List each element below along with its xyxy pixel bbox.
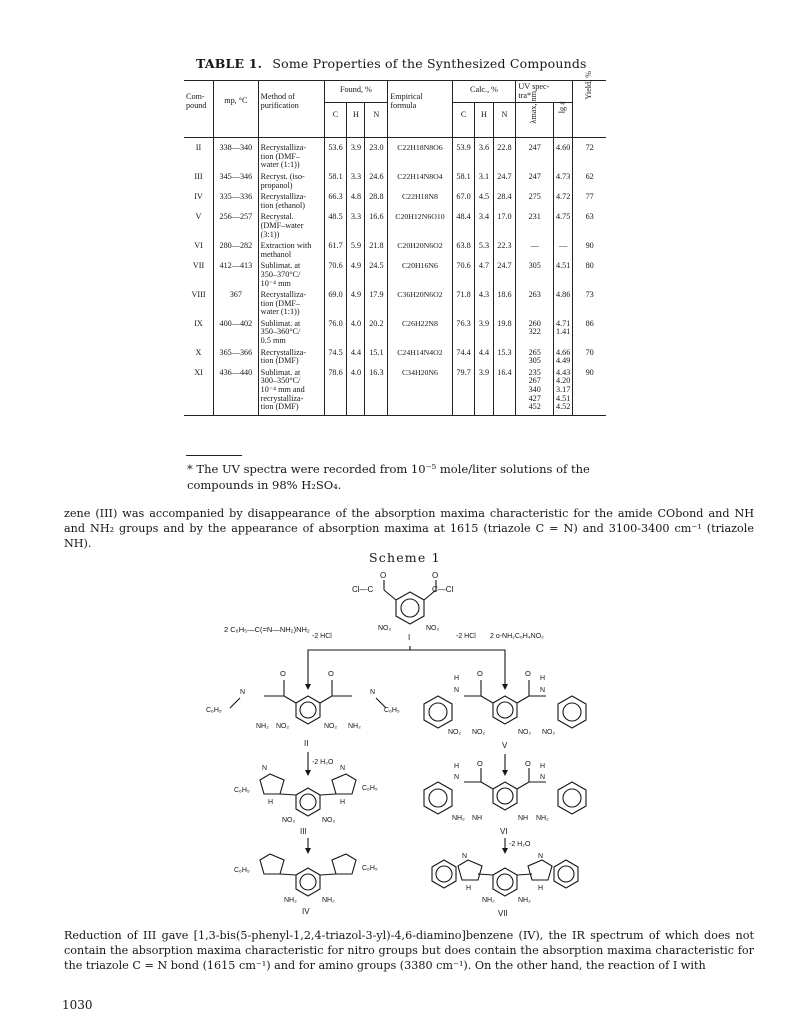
cell-calc-c: 48.4 bbox=[452, 210, 475, 239]
cell-found-h: 4.9 bbox=[347, 288, 365, 317]
cell-found-c: 61.7 bbox=[324, 239, 347, 259]
header-mp: mp, °C bbox=[214, 81, 259, 138]
cell-lambda: 235 267 340 427 452 bbox=[516, 366, 554, 415]
oxygen-label: O bbox=[525, 759, 531, 768]
cell-lambda: — bbox=[516, 239, 554, 259]
oxygen-label: O bbox=[380, 571, 387, 580]
cell-mp: 338—340 bbox=[214, 138, 259, 170]
amine-group: NH bbox=[472, 815, 483, 822]
cell-calc-c: 79.7 bbox=[452, 366, 475, 415]
cell-found-c: 70.6 bbox=[324, 259, 347, 288]
table-row bbox=[184, 346, 606, 366]
hydrazone-nitrogen: N bbox=[240, 689, 246, 696]
amide-nitrogen: N bbox=[454, 774, 460, 781]
footnote-divider bbox=[186, 455, 242, 456]
amide-hydrogen: H bbox=[454, 675, 460, 682]
cell-compound: III bbox=[184, 170, 214, 190]
cell-method: Recrystalliza- tion (DMF) bbox=[258, 346, 324, 366]
imidazole-hydrogen: H bbox=[538, 885, 544, 892]
cell-found-h: 5.9 bbox=[347, 239, 365, 259]
cell-calc-c: 58.1 bbox=[452, 170, 475, 190]
table-caption bbox=[196, 56, 587, 71]
compound-label-I: I bbox=[408, 633, 411, 642]
cell-yield: 90 bbox=[573, 366, 606, 415]
cell-found-c: 58.1 bbox=[324, 170, 347, 190]
cell-method: Extraction with methanol bbox=[258, 239, 324, 259]
cell-calc-n: 24.7 bbox=[493, 259, 516, 288]
acyl-chloride-right: C—Cl bbox=[432, 585, 454, 594]
paragraph-bottom: Reduction of III gave [1,3-bis(5-phenyl-1,2,4-triazol-3-yl)-4,6-diamino]benzene (IV), the IR spectrum of which does not contain the absorption maxima characteristic for nitro groups but does contain the absorption maxima characteristic for the triazole C = N bond (1615 cm⁻¹) and for amino groups (3380 cm⁻¹). On the other hand, the reaction of I with bbox=[64, 929, 754, 972]
paragraph-top: zene (III) was accompanied by disappearance of the absorption maxima characteristic for the amide CObond and NH and NH₂ groups and by the appearance of absorption maxima at 1615 (triazole C = N) and 3100-3400 cm⁻¹ (triazole NH). bbox=[64, 507, 754, 550]
cell-mp: 412—413 bbox=[214, 259, 259, 288]
phenyl-group: C₆H₅ bbox=[362, 865, 378, 872]
cell-calc-h: 4.5 bbox=[475, 190, 493, 210]
cell-calc-n: 24.7 bbox=[493, 170, 516, 190]
header-found-n: N bbox=[365, 103, 388, 138]
cell-compound: VI bbox=[184, 239, 214, 259]
header-found-c: C bbox=[324, 103, 347, 138]
header-calc-n: N bbox=[493, 103, 516, 138]
cell-calc-h: 4.7 bbox=[475, 259, 493, 288]
cell-calc-n: 16.4 bbox=[493, 366, 516, 415]
compound-label-III: III bbox=[300, 827, 307, 836]
table-row bbox=[184, 366, 606, 415]
cell-method: Recrystalliza- tion (DMF– water (1:1)) bbox=[258, 288, 324, 317]
cell-calc-n: 28.4 bbox=[493, 190, 516, 210]
cell-found-c: 48.5 bbox=[324, 210, 347, 239]
triazole-nitrogen: N bbox=[262, 765, 268, 772]
cell-lg: 4.75 bbox=[554, 210, 573, 239]
nitro-group: NO₂ bbox=[324, 723, 338, 730]
triazole-nitrogen: N bbox=[340, 765, 346, 772]
cell-method: Sublimat. at 350–370°C/ 10⁻⁴ mm bbox=[258, 259, 324, 288]
cell-formula: C20H12N6O10 bbox=[388, 210, 452, 239]
oxygen-label: O bbox=[432, 571, 439, 580]
amide-nitrogen: N bbox=[540, 774, 546, 781]
amide-nitrogen: N bbox=[540, 687, 546, 694]
amidrazone-reagent: 2 C₆H₅—C(=N—NH₂)NH₂ bbox=[224, 625, 310, 634]
cell-found-c: 66.3 bbox=[324, 190, 347, 210]
cell-method: Sublimat. at 300–350°C/ 10⁻⁴ mm and recrystalliza- tion (DMF) bbox=[258, 366, 324, 415]
cell-method: Sublimat. at 350–360°C/ 0.5 mm bbox=[258, 317, 324, 346]
cell-lg: 4.51 bbox=[554, 259, 573, 288]
table-row bbox=[184, 239, 606, 259]
cell-found-n: 15.1 bbox=[365, 346, 388, 366]
cell-formula: C24H14N4O2 bbox=[388, 346, 452, 366]
cell-found-n: 23.0 bbox=[365, 138, 388, 170]
cell-calc-n: 18.6 bbox=[493, 288, 516, 317]
cell-calc-n: 19.8 bbox=[493, 317, 516, 346]
cell-method: Recrystalliza- tion (ethanol) bbox=[258, 190, 324, 210]
compound-III-structure bbox=[234, 765, 378, 836]
cell-formula: C20H20N6O2 bbox=[388, 239, 452, 259]
cell-method: Recrystal. (DMF–water (3:1)) bbox=[258, 210, 324, 239]
cell-lambda: 247 bbox=[516, 138, 554, 170]
cell-yield: 80 bbox=[573, 259, 606, 288]
amide-hydrogen: H bbox=[540, 675, 546, 682]
cell-formula: C22H18N8 bbox=[388, 190, 452, 210]
properties-table bbox=[184, 70, 606, 416]
compound-II-structure bbox=[206, 669, 400, 748]
cell-lg: 4.66 4.49 bbox=[554, 346, 573, 366]
cell-found-h: 4.8 bbox=[347, 190, 365, 210]
cell-calc-c: 76.3 bbox=[452, 317, 475, 346]
imidazole-hydrogen: H bbox=[466, 885, 472, 892]
cell-found-h: 3.3 bbox=[347, 170, 365, 190]
cell-found-c: 78.6 bbox=[324, 366, 347, 415]
header-found: Found, % bbox=[324, 81, 388, 103]
cell-yield: 62 bbox=[573, 170, 606, 190]
arrow-to-V bbox=[410, 650, 505, 688]
cell-yield: 90 bbox=[573, 239, 606, 259]
header-yield: Yield, % bbox=[573, 81, 606, 138]
table-row bbox=[184, 288, 606, 317]
cell-formula: C34H20N6 bbox=[388, 366, 452, 415]
cell-lg: 4.73 bbox=[554, 170, 573, 190]
cell-mp: 365—366 bbox=[214, 346, 259, 366]
cell-found-n: 24.6 bbox=[365, 170, 388, 190]
cell-calc-h: 4.4 bbox=[475, 346, 493, 366]
cell-calc-c: 53.9 bbox=[452, 138, 475, 170]
water-loss-right: -2 H₂O bbox=[509, 841, 531, 848]
nitro-group: NO₂ bbox=[426, 625, 440, 632]
cell-calc-h: 3.6 bbox=[475, 138, 493, 170]
phenyl-group: C₆H₅ bbox=[234, 867, 250, 874]
cell-calc-c: 67.0 bbox=[452, 190, 475, 210]
cell-mp: 335—336 bbox=[214, 190, 259, 210]
cell-lambda: 263 bbox=[516, 288, 554, 317]
cell-found-n: 20.2 bbox=[365, 317, 388, 346]
cell-lg: 4.86 bbox=[554, 288, 573, 317]
imidazole-nitrogen: N bbox=[462, 853, 468, 860]
hcl-loss-left: -2 HCl bbox=[312, 633, 332, 640]
header-compound: Com- pound bbox=[184, 81, 214, 138]
table-footnote: * The UV spectra were recorded from 10⁻⁵ mole/liter solutions of the compounds in 98% H₂SO₄. bbox=[187, 462, 590, 492]
cell-mp: 345—346 bbox=[214, 170, 259, 190]
table-row bbox=[184, 259, 606, 288]
cell-yield: 63 bbox=[573, 210, 606, 239]
hcl-loss-right: -2 HCl bbox=[456, 633, 476, 640]
cell-yield: 72 bbox=[573, 138, 606, 170]
page-number: 1030 bbox=[62, 998, 93, 1012]
header-calc-c: C bbox=[452, 103, 475, 138]
table-row bbox=[184, 190, 606, 210]
cell-lambda: 265 305 bbox=[516, 346, 554, 366]
cell-found-c: 53.6 bbox=[324, 138, 347, 170]
header-calc: Calc., % bbox=[452, 81, 516, 103]
cell-found-h: 3.9 bbox=[347, 138, 365, 170]
cell-calc-n: 15.3 bbox=[493, 346, 516, 366]
cell-formula: C26H22N8 bbox=[388, 317, 452, 346]
cell-formula: C20H16N6 bbox=[388, 259, 452, 288]
hydrazone-nitrogen: N bbox=[370, 689, 376, 696]
acyl-chloride-left: Cl—C bbox=[352, 585, 374, 594]
cell-found-h: 3.3 bbox=[347, 210, 365, 239]
amino-group: NH₂ bbox=[518, 897, 531, 904]
cell-compound: VII bbox=[184, 259, 214, 288]
cell-mp: 367 bbox=[214, 288, 259, 317]
cell-lambda: 305 bbox=[516, 259, 554, 288]
cell-found-n: 28.8 bbox=[365, 190, 388, 210]
cell-calc-h: 3.1 bbox=[475, 170, 493, 190]
oxygen-label: O bbox=[477, 669, 483, 678]
table-row bbox=[184, 138, 606, 170]
cell-yield: 73 bbox=[573, 288, 606, 317]
cell-compound: XI bbox=[184, 366, 214, 415]
cell-found-n: 24.5 bbox=[365, 259, 388, 288]
cell-lg: 4.72 bbox=[554, 190, 573, 210]
cell-compound: VIII bbox=[184, 288, 214, 317]
compound-label-VII: VII bbox=[498, 909, 508, 918]
compound-VII-structure bbox=[432, 853, 578, 918]
cell-lg: 4.43 4.20 3.17 4.51 4.52 bbox=[554, 366, 573, 415]
cell-calc-h: 3.4 bbox=[475, 210, 493, 239]
cell-yield: 86 bbox=[573, 317, 606, 346]
scheme-title: Scheme 1 bbox=[369, 550, 441, 565]
compound-label-II: II bbox=[304, 739, 309, 748]
cell-formula: C22H18N8O6 bbox=[388, 138, 452, 170]
cell-method: Recrystalliza- tion (DMF– water (1:1)) bbox=[258, 138, 324, 170]
compound-I-structure bbox=[352, 571, 454, 642]
cell-calc-h: 5.3 bbox=[475, 239, 493, 259]
cell-mp: 280—282 bbox=[214, 239, 259, 259]
cell-lambda: 260 322 bbox=[516, 317, 554, 346]
cell-lambda: 231 bbox=[516, 210, 554, 239]
triazole-hydrogen: H bbox=[340, 799, 346, 806]
header-method: Method of purification bbox=[258, 81, 324, 138]
cell-mp: 400—402 bbox=[214, 317, 259, 346]
cell-calc-c: 63.8 bbox=[452, 239, 475, 259]
table-title: Some Properties of the Synthesized Compounds bbox=[272, 56, 587, 71]
phenyl-group: C₆H₅ bbox=[206, 707, 222, 714]
oxygen-label: O bbox=[328, 669, 334, 678]
nitro-group: NO₂ bbox=[282, 817, 296, 824]
nitro-group: NO₂ bbox=[472, 729, 486, 736]
compound-label-VI: VI bbox=[500, 827, 508, 836]
cell-found-h: 4.4 bbox=[347, 346, 365, 366]
amino-group: NH₂ bbox=[322, 897, 335, 904]
cell-lambda: 247 bbox=[516, 170, 554, 190]
cell-compound: II bbox=[184, 138, 214, 170]
cell-found-n: 17.9 bbox=[365, 288, 388, 317]
cell-compound: IV bbox=[184, 190, 214, 210]
cell-found-c: 69.0 bbox=[324, 288, 347, 317]
cell-calc-c: 71.8 bbox=[452, 288, 475, 317]
cell-calc-c: 74.4 bbox=[452, 346, 475, 366]
header-calc-h: H bbox=[475, 103, 493, 138]
cell-method: Recryst. (iso- propanol) bbox=[258, 170, 324, 190]
cell-mp: 436—440 bbox=[214, 366, 259, 415]
table-label: TABLE 1. bbox=[196, 56, 263, 71]
properties-table-container bbox=[184, 70, 606, 416]
cell-found-c: 76.0 bbox=[324, 317, 347, 346]
cell-yield: 70 bbox=[573, 346, 606, 366]
header-empirical-formula: Empirical formula bbox=[388, 81, 452, 138]
cell-found-h: 4.0 bbox=[347, 317, 365, 346]
cell-calc-n: 17.0 bbox=[493, 210, 516, 239]
cell-found-h: 4.0 bbox=[347, 366, 365, 415]
triazole-hydrogen: H bbox=[268, 799, 274, 806]
nitro-group: NO₂ bbox=[322, 817, 336, 824]
nitro-group: NO₂ bbox=[518, 729, 532, 736]
cell-calc-c: 70.6 bbox=[452, 259, 475, 288]
amino-group: NH₂ bbox=[256, 723, 269, 730]
header-lambda-max: λmax, nm bbox=[516, 103, 554, 138]
cell-found-n: 16.6 bbox=[365, 210, 388, 239]
cell-formula: C36H20N6O2 bbox=[388, 288, 452, 317]
cell-mp: 256—257 bbox=[214, 210, 259, 239]
cell-lambda: 275 bbox=[516, 190, 554, 210]
cell-compound: V bbox=[184, 210, 214, 239]
amino-group: NH₂ bbox=[284, 897, 297, 904]
table-row bbox=[184, 210, 606, 239]
phenyl-group: C₆H₅ bbox=[384, 707, 400, 714]
amino-group: NH₂ bbox=[536, 815, 549, 822]
table-row bbox=[184, 170, 606, 190]
cell-found-n: 16.3 bbox=[365, 366, 388, 415]
imidazole-nitrogen: N bbox=[538, 853, 544, 860]
phenyl-group: C₆H₅ bbox=[234, 787, 250, 794]
compound-label-IV: IV bbox=[302, 907, 310, 916]
header-lg-epsilon: lg ε bbox=[554, 103, 573, 138]
water-loss-left: -2 H₂O bbox=[312, 759, 334, 766]
cell-lg: 4.60 bbox=[554, 138, 573, 170]
cell-lg: 4.71 1.41 bbox=[554, 317, 573, 346]
compound-label-V: V bbox=[502, 741, 508, 750]
oxygen-label: O bbox=[477, 759, 483, 768]
amide-hydrogen: H bbox=[454, 763, 460, 770]
compound-IV-structure bbox=[234, 854, 378, 916]
cell-lg: — bbox=[554, 239, 573, 259]
nitroaniline-reagent: 2 o-NH₂C₆H₄NO₂ bbox=[490, 633, 544, 640]
cell-compound: IX bbox=[184, 317, 214, 346]
nitro-group: NO₂ bbox=[542, 729, 556, 736]
cell-calc-h: 3.9 bbox=[475, 366, 493, 415]
oxygen-label: O bbox=[525, 669, 531, 678]
cell-found-c: 74.5 bbox=[324, 346, 347, 366]
amino-group: NH₂ bbox=[482, 897, 495, 904]
cell-calc-n: 22.3 bbox=[493, 239, 516, 259]
cell-formula: C22H14N8O4 bbox=[388, 170, 452, 190]
cell-found-h: 4.9 bbox=[347, 259, 365, 288]
oxygen-label: O bbox=[280, 669, 286, 678]
cell-calc-n: 22.8 bbox=[493, 138, 516, 170]
amino-group: NH₂ bbox=[348, 723, 361, 730]
nitro-group: NO₂ bbox=[276, 723, 290, 730]
header-found-h: H bbox=[347, 103, 365, 138]
header-uv-spectra: UV spec- tra* bbox=[516, 81, 573, 103]
cell-calc-h: 3.9 bbox=[475, 317, 493, 346]
amide-hydrogen: H bbox=[540, 763, 546, 770]
phenyl-group: C₆H₅ bbox=[362, 785, 378, 792]
amino-group: NH₂ bbox=[452, 815, 465, 822]
cell-found-n: 21.8 bbox=[365, 239, 388, 259]
cell-compound: X bbox=[184, 346, 214, 366]
cell-yield: 77 bbox=[573, 190, 606, 210]
nitro-group: NO₂ bbox=[378, 625, 392, 632]
cell-calc-h: 4.3 bbox=[475, 288, 493, 317]
amide-nitrogen: N bbox=[454, 687, 460, 694]
amine-group: NH bbox=[518, 815, 529, 822]
reaction-scheme bbox=[200, 568, 620, 920]
arrow-to-II bbox=[308, 646, 410, 688]
table-row bbox=[184, 317, 606, 346]
nitro-group: NO₂ bbox=[448, 729, 462, 736]
